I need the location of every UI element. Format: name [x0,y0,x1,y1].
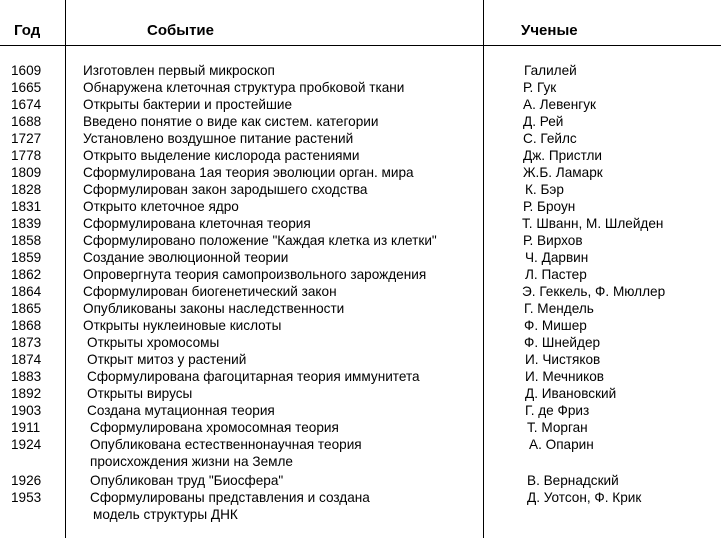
event-line: Опубликована естественнонаучная теория [90,437,362,452]
table-row [0,96,721,113]
scientist-cell: И. Чистяков [525,352,601,367]
table-row [0,232,721,249]
year-cell: 1727 [11,131,42,146]
year-cell: 1665 [11,80,42,95]
event-cell: Открыт митоз у растений [87,352,247,367]
table-row [0,130,721,147]
table-row [0,147,721,164]
event-cell: Создание эволюционной теории [83,250,289,265]
table-row [0,436,721,470]
scientist-cell: Т. Морган [527,420,588,435]
year-cell: 1924 [11,437,42,452]
event-cell [90,489,485,523]
event-cell: Обнаружена клеточная структура пробковой ткани [83,80,405,95]
event-cell: Открыты вирусы [87,386,193,401]
year-cell: 1688 [11,114,42,129]
table-row [0,283,721,300]
table-body [0,62,721,523]
table-row [0,334,721,351]
event-line: Сформулированы представления и создана [90,490,370,505]
event-cell: Сформулирована фагоцитарная теория иммунитета [87,369,420,384]
year-cell: 1809 [11,165,42,180]
scientist-cell: Ф. Шнейдер [524,335,601,350]
event-cell: Открыты нуклеиновые кислоты [83,318,282,333]
scientist-cell: К. Бэр [525,182,564,197]
year-cell: 1839 [11,216,42,231]
year-cell: 1926 [11,473,42,488]
table-row [0,181,721,198]
event-cell: Сформулирована 1ая теория эволюции орган. мира [83,165,414,180]
event-cell: Опубликованы законы наследственности [83,301,345,316]
scientist-cell: Д. Ивановский [525,386,617,401]
scientist-cell: Р. Гук [523,80,557,95]
scientist-cell: А. Опарин [529,437,594,452]
table-row [0,489,721,523]
year-cell: 1865 [11,301,42,316]
year-cell: 1864 [11,284,42,299]
year-cell: 1859 [11,250,42,265]
event-cell: Сформулирована клеточная теория [83,216,311,231]
event-cell: Открыты хромосомы [87,335,220,350]
event-cell: Опровергнута теория самопроизвольного зарождения [83,267,427,282]
year-cell: 1862 [11,267,42,282]
table-row [0,472,721,489]
scientist-cell: Г. де Фриз [525,403,590,418]
table-row [0,266,721,283]
year-cell: 1868 [11,318,42,333]
year-cell: 1831 [11,199,42,214]
table-row [0,215,721,232]
scientist-cell: Г. Мендель [524,301,594,316]
scientist-cell: В. Вернадский [527,473,619,488]
header-year: Год [14,22,41,39]
scientist-cell: И. Мечников [525,369,604,384]
table-row [0,198,721,215]
scientist-cell: Р. Вирхов [523,233,583,248]
table-row [0,113,721,130]
scientist-cell: С. Гейлс [523,131,577,146]
year-cell: 1609 [11,63,42,78]
event-cell: Сформулирован биогенетический закон [83,284,337,299]
year-cell: 1674 [11,97,42,112]
scientist-cell: Л. Пастер [525,267,587,282]
event-line: модель структуры ДНК [93,507,238,522]
scientist-cell: Р. Броун [523,199,576,214]
event-cell: Изготовлен первый микроскоп [83,63,275,78]
scientist-cell: Ф. Мишер [524,318,587,333]
scientist-cell: Галилей [524,63,577,78]
event-cell: Опубликован труд "Биосфера" [90,473,284,488]
event-cell: Открыто выделение кислорода растениями [83,148,360,163]
event-cell: Сформулировано положение "Каждая клетка из клетки" [83,233,437,248]
year-cell: 1858 [11,233,42,248]
event-cell: Установлено воздушное питание растений [83,131,354,146]
table-row [0,351,721,368]
scientist-cell: А. Левенгук [523,97,596,112]
table-row [0,419,721,436]
year-cell: 1883 [11,369,42,384]
scientist-cell: Т. Шванн, М. Шлейден [522,216,664,231]
header-scientists: Ученые [521,22,578,39]
event-cell: Открыты бактерии и простейшие [83,97,293,112]
scientist-cell: Д. Рей [523,114,564,129]
scientist-cell: Ч. Дарвин [525,250,589,265]
event-cell: Сформулирован закон зародышего сходства [83,182,368,197]
event-cell: Открыто клеточное ядро [83,199,239,214]
scientist-cell: Дж. Пристли [523,148,603,163]
header-event: Событие [147,22,214,39]
event-cell: Сформулирована хромосомная теория [90,420,339,435]
year-cell: 1778 [11,148,42,163]
table-row [0,402,721,419]
event-cell: Введено понятие о виде как систем. категории [83,114,379,129]
scientist-cell: Д. Уотсон, Ф. Крик [527,490,642,505]
table-row [0,79,721,96]
table-row [0,300,721,317]
year-cell: 1903 [11,403,42,418]
scientist-cell: Э. Геккель, Ф. Мюллер [522,284,666,299]
year-cell: 1911 [11,420,41,435]
year-cell: 1828 [11,182,42,197]
event-cell [90,436,485,470]
event-cell: Создана мутационная теория [87,403,275,418]
table-row [0,164,721,181]
table-row [0,317,721,334]
scientist-cell: Ж.Б. Ламарк [523,165,603,180]
table-row [0,385,721,402]
table-row [0,368,721,385]
year-cell: 1953 [11,490,42,505]
year-cell: 1892 [11,386,42,401]
table-row [0,249,721,266]
year-cell: 1874 [11,352,42,367]
header-divider [0,45,721,46]
table-row [0,62,721,79]
event-line: происхождения жизни на Земле [90,454,293,469]
year-cell: 1873 [11,335,42,350]
